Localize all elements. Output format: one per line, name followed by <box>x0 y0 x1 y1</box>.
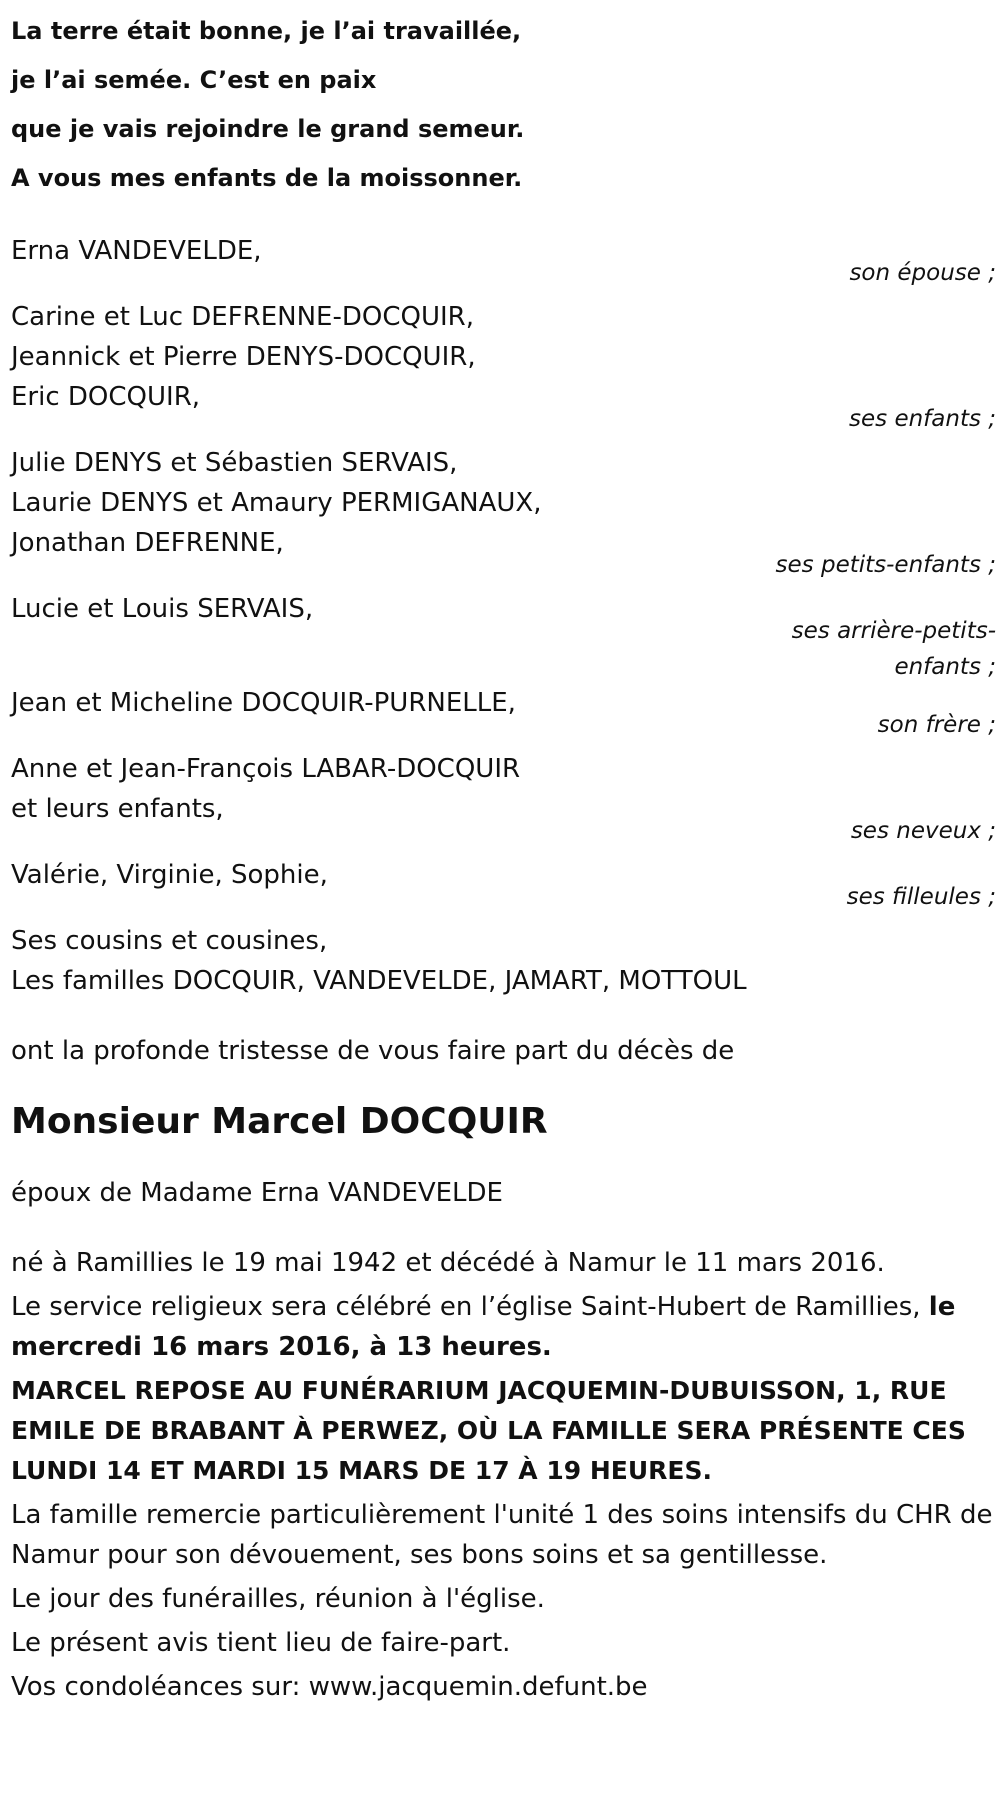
deceased-name: Monsieur Marcel DOCQUIR <box>11 1101 548 1142</box>
family-group-grandchildren <box>11 443 996 585</box>
poem <box>11 0 996 203</box>
family-name-line: Jeannick et Pierre DENYS-DOCQUIR, <box>11 342 476 372</box>
family-name-line: Laurie DENYS et Amaury PERMIGANAUX, <box>11 488 542 518</box>
family-relation: son frère ; <box>877 712 996 738</box>
family-relation: ses petits-enfants ; <box>775 552 996 578</box>
family-name-line: Les familles DOCQUIR, VANDEVELDE, JAMART, MOTTOUL <box>11 966 747 996</box>
family-names <box>11 921 996 1001</box>
family-name-line: Carine et Luc DEFRENNE-DOCQUIR, <box>11 302 474 332</box>
family-name-line: Erna VANDEVELDE, <box>11 236 262 266</box>
obituary-document <box>11 0 996 1707</box>
family-relation: ses filleules ; <box>846 884 996 910</box>
family-name-line: Julie DENYS et Sébastien SERVAIS, <box>11 448 458 478</box>
condolences-line: Vos condoléances sur: www.jacquemin.defunt.be <box>11 1672 648 1702</box>
family-relation-line-1: ses arrière-petits- <box>791 618 996 644</box>
announcement: ont la profonde tristesse de vous faire part du décès de <box>11 1036 735 1066</box>
poem-line-1: La terre était bonne, je l’ai travaillée, <box>11 17 522 45</box>
family-group-great-grandchildren <box>11 589 996 687</box>
family-name-line: Jean et Micheline DOCQUIR-PURNELLE, <box>11 688 516 718</box>
family-group-brother <box>11 683 996 745</box>
spouse-line: époux de Madame Erna VANDEVELDE <box>11 1178 503 1208</box>
thanks-paragraph: La famille remercie particulièrement l'unité 1 des soins intensifs du CHR de Namur pour son dévouement, ses bons soins et sa gentillesse. <box>11 1500 993 1570</box>
service-date: le mercredi 16 mars 2016, à 13 heures. <box>11 1292 956 1362</box>
family-group-spouse <box>11 231 996 293</box>
service-text: Le service religieux sera célébré en l’église Saint-Hubert de Ramillies, <box>11 1292 929 1322</box>
family-group-goddaughters <box>11 855 996 917</box>
family-name-line: Eric DOCQUIR, <box>11 382 201 412</box>
poem-line-4: A vous mes enfants de la moissonner. <box>11 164 523 192</box>
family-relation-line-2: enfants ; <box>894 654 996 680</box>
family-relation: ses neveux ; <box>850 818 996 844</box>
family-group-nephews <box>11 749 996 851</box>
family-group-children <box>11 297 996 439</box>
family-relation: son épouse ; <box>849 260 996 286</box>
service-paragraph <box>11 1287 996 1367</box>
family-name-line: Lucie et Louis SERVAIS, <box>11 594 314 624</box>
family-name-line: Valérie, Virginie, Sophie, <box>11 860 328 890</box>
notice-line: Le présent avis tient lieu de faire-part. <box>11 1628 511 1658</box>
family-name-line: Ses cousins et cousines, <box>11 926 328 956</box>
family-name-line: Jonathan DEFRENNE, <box>11 528 284 558</box>
family-name-line: et leurs enfants, <box>11 794 224 824</box>
family-relation: ses enfants ; <box>849 406 996 432</box>
funerarium-notice: MARCEL REPOSE AU FUNÉRARIUM JACQUEMIN-DUBUISSON, 1, RUE EMILE DE BRABANT À PERWEZ, OÙ LA FAMILLE SERA PRÉSENTE CES LUNDI 14 ET MARDI 15 MARS DE 17 À 19 HEURES. <box>11 1376 966 1485</box>
family-group-cousins <box>11 921 996 1001</box>
poem-line-2: je l’ai semée. C’est en paix <box>11 66 377 94</box>
poem-line-3: que je vais rejoindre le grand semeur. <box>11 115 525 143</box>
birth-death: né à Ramillies le 19 mai 1942 et décédé à Namur le 11 mars 2016. <box>11 1248 885 1278</box>
family-name-line: Anne et Jean-François LABAR-DOCQUIR <box>11 754 521 784</box>
meeting-line: Le jour des funérailles, réunion à l'église. <box>11 1584 545 1614</box>
